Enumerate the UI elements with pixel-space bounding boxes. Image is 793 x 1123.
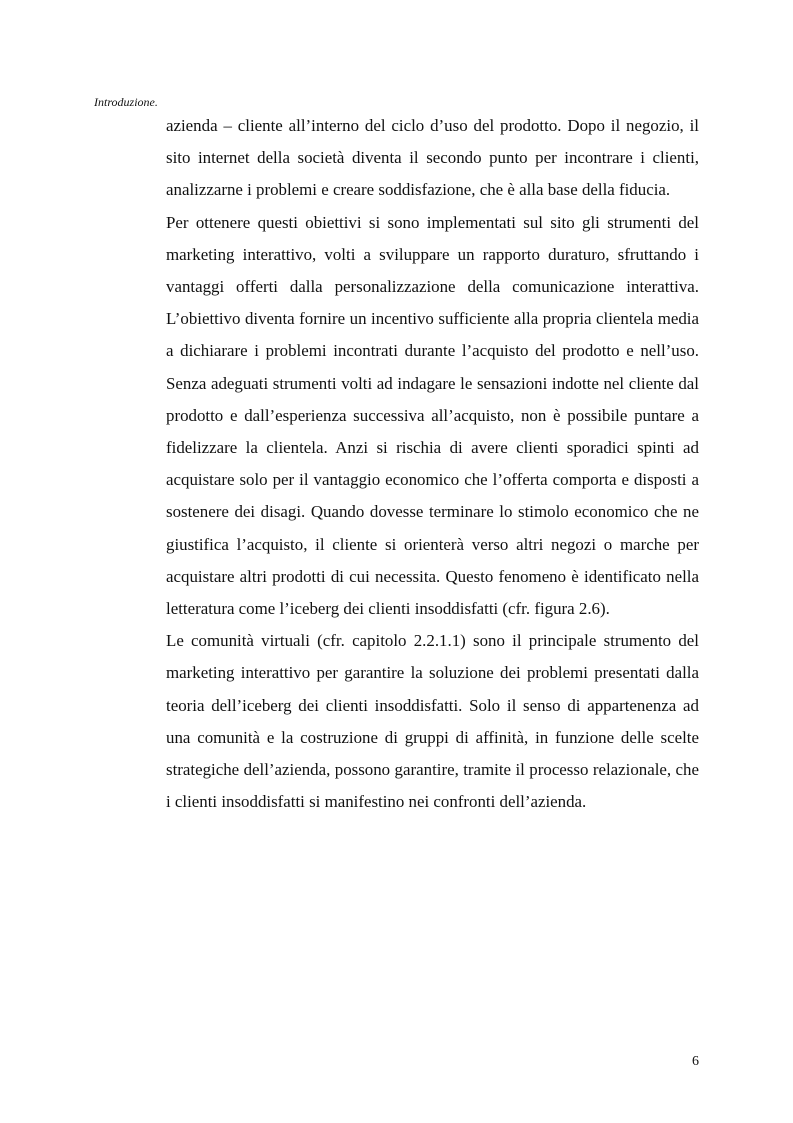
page-number: 6 [692,1054,699,1069]
paragraph: Le comunità virtuali (cfr. capitolo 2.2.1.1) sono il principale strumento del marketing interattivo per garantire la soluzione dei problemi presentati dalla teoria dell’iceberg dei clienti insoddisfatti. Solo il senso di appartenenza ad una comunità e la costruzione di gruppi di affinità, in funzione delle scelte strategiche dell’azienda, possono garantire, tramite il processo relazionale, che i clienti insoddisfatti si manifestino nei confronti dell’azienda. [166,631,699,812]
paragraph: Per ottenere questi obiettivi si sono implementati sul sito gli strumenti del marketing interattivo, volti a sviluppare un rapporto duraturo, sfruttando i vantaggi offerti dalla personalizzazione della comunicazione interattiva. L’obiettivo diventa fornire un incentivo sufficiente alla propria clientela media a dichiarare i problemi incontrati durante l’acquisto del prodotto e nell’uso. Senza adeguati strumenti volti ad indagare le sensazioni indotte nel cliente dal prodotto e dall’esperienza successiva all’acquisto, non è possibile puntare a fidelizzare la clientela. Anzi si rischia di avere clienti sporadici spinti ad acquistare solo per il vantaggio economico che l’offerta comporta e disposti a sostenere dei disagi. Quando dovesse terminare lo stimolo economico che ne giustifica l’acquisto, il cliente si orienterà verso altri negozi o marche per acquistare altri prodotti di cui necessita. Questo fenomeno è identificato nella letteratura come l’iceberg dei clienti insoddisfatti (cfr. figura 2.6). [166,212,699,619]
body-text [166,110,699,818]
running-header: Introduzione. [94,95,158,109]
paragraph: azienda – cliente all’interno del ciclo d’uso del prodotto. Dopo il negozio, il sito internet della società diventa il secondo punto per incontrare i clienti, analizzarne i problemi e creare soddisfazione, che è alla base della fiducia. [166,116,699,200]
